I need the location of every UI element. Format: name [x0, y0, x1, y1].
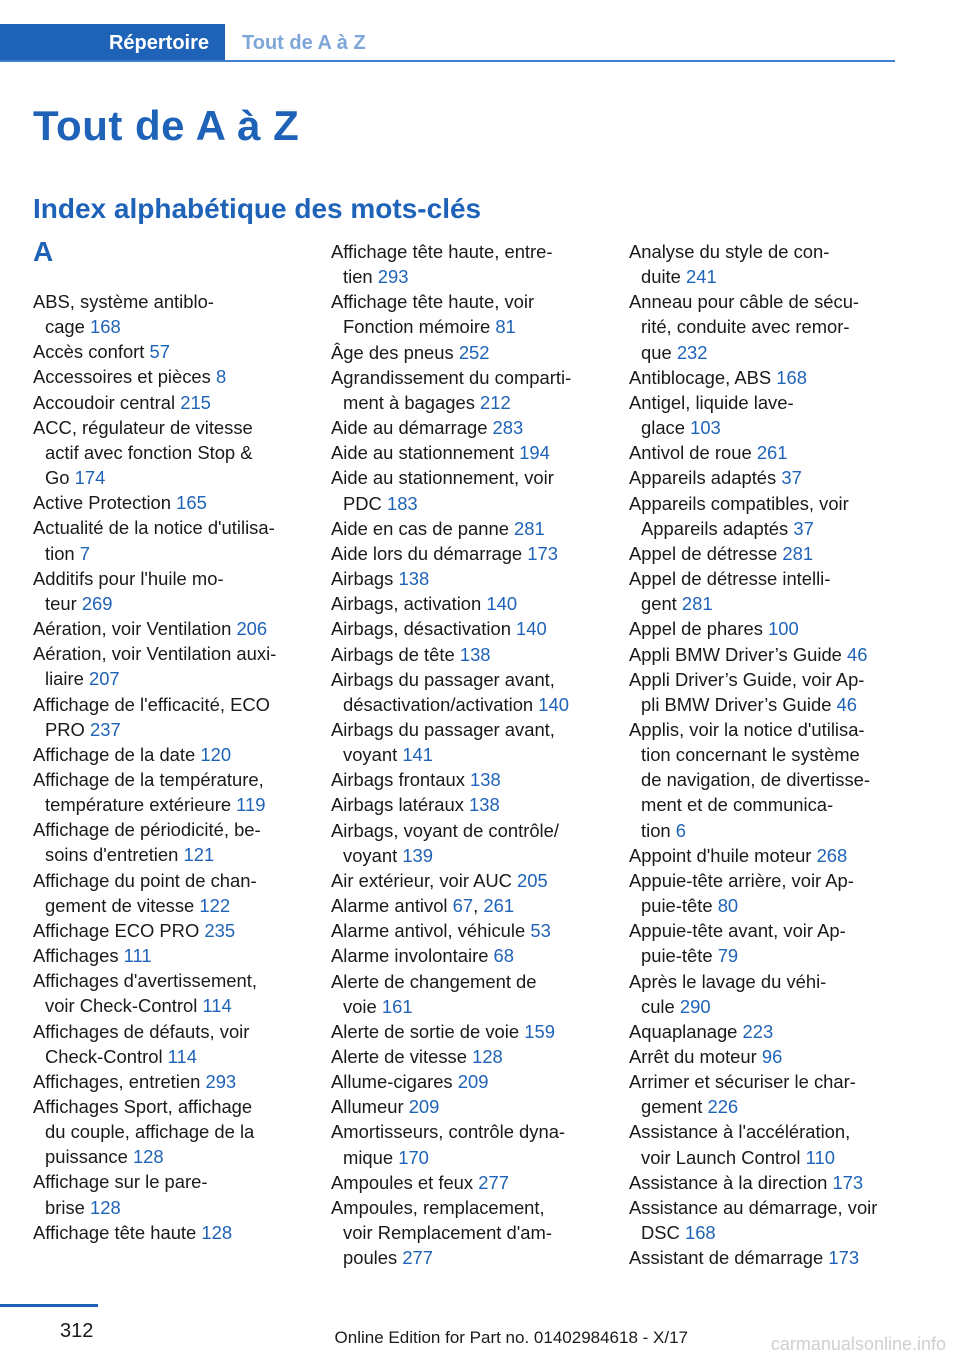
page-ref-link[interactable]: 212 — [480, 391, 511, 413]
index-entry — [33, 415, 301, 490]
entry-text: PRO — [45, 718, 85, 740]
index-column-1 — [33, 289, 301, 1245]
page-ref-link[interactable]: 67 — [452, 895, 474, 917]
entry-text: Aide au stationnement — [331, 442, 515, 464]
entry-text: Affichage tête haute, voir — [331, 291, 535, 313]
index-entry — [331, 767, 599, 792]
page-ref-link[interactable]: 161 — [381, 995, 413, 1017]
entry-text: Aquaplanage — [629, 1020, 738, 1042]
entry-text: Allumeur — [331, 1096, 404, 1118]
entry-text: désactivation/activation — [343, 693, 534, 715]
entry-text: ABS, système antiblo- — [33, 291, 214, 312]
entry-text: Airbags, voyant de contrôle/ — [331, 819, 559, 841]
entry-text: Alerte de changement de — [331, 970, 537, 992]
page-ref-link[interactable]: 281 — [782, 542, 814, 564]
page-ref-link[interactable]: 128 — [90, 1196, 121, 1218]
section-letter: A — [33, 236, 54, 267]
entry-text: tion — [641, 819, 671, 841]
tab-repertoire[interactable]: Répertoire — [0, 24, 225, 62]
entry-text: Aide en cas de panne — [331, 517, 509, 539]
page-ref-link[interactable]: 252 — [458, 341, 490, 363]
index-entry — [331, 943, 599, 968]
index-entry: Alarme antivol 67, 261 — [331, 895, 515, 917]
index-entry — [629, 843, 897, 868]
index-entry — [33, 817, 301, 867]
page-ref-link[interactable]: 205 — [517, 869, 548, 891]
entry-text: tion — [45, 542, 75, 564]
index-entry — [629, 868, 897, 918]
page-ref-link[interactable]: 120 — [200, 743, 232, 765]
entry-text: voyant — [343, 744, 398, 766]
page-ref-link[interactable]: 293 — [205, 1070, 237, 1092]
entry-text: poules — [343, 1247, 398, 1269]
entry-text: Fonction mémoire — [343, 316, 491, 338]
index-entry — [331, 591, 599, 616]
page-ref-link[interactable]: 293 — [377, 266, 409, 288]
index-entry — [33, 918, 301, 943]
entry-text: Affichage tête haute — [33, 1221, 197, 1243]
index-entry — [331, 616, 599, 641]
index-entry — [629, 1044, 897, 1069]
page-ref-link[interactable]: 183 — [386, 492, 418, 514]
index-entry — [33, 339, 301, 364]
index-entry — [629, 1019, 897, 1044]
entry-text: Actualité de la notice d'utilisa- — [33, 517, 275, 539]
index-entry — [33, 1169, 301, 1219]
page-ref-link[interactable]: 140 — [516, 618, 547, 640]
index-entry — [33, 566, 301, 616]
page-ref-link[interactable]: 141 — [402, 744, 433, 766]
page-ref-link[interactable]: 111 — [123, 945, 152, 967]
index-entry — [331, 1044, 599, 1069]
entry-text: pli BMW Driver’s Guide — [641, 693, 832, 715]
index-entry — [629, 491, 897, 541]
entry-text: Aide au stationnement, voir — [331, 467, 554, 489]
entry-text: Alarme antivol, véhicule — [331, 920, 526, 942]
entry-text: Applis, voir la notice d'utilisa- — [629, 718, 865, 740]
page-ref-link[interactable]: 57 — [149, 341, 171, 363]
index-column-3 — [629, 239, 897, 1270]
entry-text: mique — [343, 1146, 394, 1168]
entry-text: Affichage de l'efficacité, ECO — [33, 693, 270, 715]
index-entry — [331, 516, 599, 541]
index-entry — [331, 717, 599, 767]
page-ref-link[interactable]: 173 — [527, 542, 558, 564]
page-ref-link[interactable]: 100 — [768, 618, 799, 640]
index-entry — [331, 415, 599, 440]
entry-text: Appel de détresse — [629, 542, 778, 564]
page-ref-link[interactable]: 8 — [215, 366, 227, 388]
entry-text: Affichages d'avertissement, — [33, 970, 257, 992]
page-ref-link[interactable]: 281 — [681, 593, 713, 615]
entry-text: ment et de communica- — [641, 794, 834, 816]
page-ref-link[interactable]: 110 — [805, 1146, 835, 1168]
entry-text: Assistance au démarrage, voir — [629, 1196, 878, 1218]
page-ref-link[interactable]: 114 — [202, 995, 232, 1017]
entry-text: que — [641, 341, 672, 363]
page-ref-link[interactable]: 209 — [408, 1096, 440, 1118]
page-ref-link[interactable]: 96 — [761, 1046, 783, 1067]
page-ref-link[interactable]: 226 — [707, 1096, 739, 1118]
page-ref-link[interactable]: 268 — [816, 844, 848, 866]
index-entry — [33, 692, 301, 742]
index-entry — [629, 616, 897, 641]
index-entry — [33, 1220, 301, 1245]
index-entry — [331, 566, 599, 591]
index-entry — [629, 365, 897, 390]
page-ref-link[interactable]: 79 — [717, 945, 739, 967]
page-ref-link[interactable]: 128 — [472, 1046, 503, 1067]
index-entry — [33, 943, 301, 968]
entry-text: voie — [343, 995, 377, 1017]
page-subtitle: Index alphabétique des mots-clés — [33, 193, 482, 224]
page-number: 312 — [60, 1320, 94, 1342]
entry-text: Alerte de sortie de voie — [331, 1020, 520, 1042]
index-entry — [33, 289, 301, 339]
entry-text: Affichages, entretien — [33, 1070, 201, 1092]
entry-text: PDC — [343, 492, 382, 514]
entry-text: rité, conduite avec remor- — [641, 316, 850, 338]
index-entry — [629, 1245, 897, 1270]
entry-text: Antiblocage, ABS — [629, 366, 772, 388]
page-ref-link[interactable]: 232 — [676, 341, 708, 363]
entry-text: Appuie-tête arrière, voir Ap- — [629, 869, 854, 891]
page-ref-link[interactable]: 6 — [675, 819, 687, 841]
footer-divider — [0, 1304, 98, 1307]
index-entry — [629, 918, 897, 968]
index-entry — [629, 566, 897, 616]
tab-tout-de-a-a-z[interactable]: Tout de A à Z — [242, 31, 366, 54]
index-entry — [331, 818, 599, 868]
page-ref-link[interactable]: 140 — [538, 693, 569, 715]
entry-text: duite — [641, 266, 681, 288]
index-entry — [331, 289, 599, 339]
entry-text: Affichage de la température, — [33, 768, 264, 790]
entry-text: Aération, voir Ventilation auxi- — [33, 643, 277, 665]
page-ref-link[interactable]: 138 — [470, 769, 501, 791]
index-entry — [331, 365, 599, 415]
page-ref-link[interactable]: 207 — [88, 668, 120, 690]
index-entry — [33, 968, 301, 1018]
entry-text: soins d'entretien — [45, 844, 179, 866]
page-ref-link[interactable]: 173 — [832, 1171, 864, 1193]
index-entry — [331, 340, 599, 365]
entry-text: Assistance à la direction — [629, 1171, 828, 1193]
page-ref-link[interactable]: 281 — [514, 517, 545, 539]
index-entry — [331, 1170, 599, 1195]
page-ref-link[interactable]: 173 — [828, 1247, 860, 1269]
entry-text: Affichage ECO PRO — [33, 919, 200, 941]
page-ref-link[interactable]: 168 — [90, 316, 121, 338]
page-ref-link[interactable]: 128 — [132, 1146, 164, 1168]
page-ref-link[interactable]: 235 — [204, 919, 236, 941]
entry-text: glace — [641, 417, 685, 439]
index-entry — [33, 742, 301, 767]
page-ref-link[interactable]: 223 — [742, 1020, 774, 1042]
index-entry — [331, 465, 599, 515]
entry-text: voir Remplacement d'am- — [343, 1222, 552, 1244]
entry-text: Airbags de tête — [331, 643, 455, 665]
index-entry — [629, 289, 897, 364]
entry-text: Additifs pour l'huile mo- — [33, 567, 224, 589]
page-ref-link[interactable]: 138 — [398, 568, 430, 590]
entry-text: gent — [641, 593, 677, 615]
entry-text: Appli Driver’s Guide, voir Ap- — [629, 668, 865, 690]
entry-text: Appel de phares — [629, 618, 763, 640]
page-ref-link[interactable]: 290 — [679, 995, 711, 1017]
entry-text: Alerte de vitesse — [331, 1046, 467, 1067]
entry-text: Affichage de périodicité, be- — [33, 819, 261, 841]
entry-text: de navigation, de divertisse- — [641, 769, 870, 791]
page-ref-link[interactable]: 269 — [81, 592, 113, 614]
entry-text: température extérieure — [45, 794, 232, 816]
index-entry — [33, 767, 301, 817]
index-entry — [33, 616, 301, 641]
page-ref-link[interactable]: 80 — [717, 895, 739, 917]
page-ref-link[interactable]: 68 — [493, 945, 515, 967]
page-ref-link[interactable]: 46 — [836, 693, 858, 715]
entry-text: Assistant de démarrage — [629, 1247, 824, 1269]
entry-text: Allume-cigares — [331, 1071, 453, 1093]
entry-text: Assistance à l'accélération, — [629, 1121, 851, 1143]
entry-text: gement de vitesse — [45, 894, 195, 916]
index-entry — [33, 390, 301, 415]
entry-text: teur — [45, 592, 77, 614]
entry-text: Accès confort — [33, 341, 145, 363]
entry-text: Alarme antivol — [331, 895, 448, 917]
index-entry — [33, 515, 301, 565]
entry-text: ACC, régulateur de vitesse — [33, 416, 253, 438]
page-ref-link[interactable]: 261 — [756, 442, 788, 464]
index-entry — [629, 541, 897, 566]
entry-text: DSC — [641, 1222, 680, 1244]
entry-text: Aide lors du démarrage — [331, 542, 523, 564]
entry-text: Appuie-tête avant, voir Ap- — [629, 920, 846, 942]
page-ref-link[interactable]: 7 — [79, 542, 91, 564]
entry-text: puie-tête — [641, 895, 713, 917]
page-ref-link[interactable]: 277 — [402, 1247, 434, 1269]
page-ref-link[interactable]: 206 — [236, 618, 268, 640]
page-ref-link[interactable]: 128 — [201, 1221, 233, 1243]
index-entry — [331, 1094, 599, 1119]
index-entry — [331, 969, 599, 1019]
index-entry — [629, 717, 897, 843]
entry-text: tien — [343, 266, 373, 288]
entry-text: liaire — [45, 668, 84, 690]
page-ref-link[interactable]: 168 — [776, 366, 807, 388]
entry-text: Appareils adaptés — [641, 517, 789, 539]
entry-text: Airbags, activation — [331, 593, 482, 615]
entry-text: puie-tête — [641, 945, 713, 967]
index-entry — [331, 541, 599, 566]
entry-text: Arrimer et sécuriser le char- — [629, 1071, 856, 1093]
index-entry — [33, 1094, 301, 1169]
entry-text: voir Launch Control — [641, 1146, 801, 1168]
page-ref-link[interactable]: 46 — [847, 643, 868, 665]
entry-text: Appli BMW Driver’s Guide — [629, 643, 842, 665]
index-entry — [331, 792, 599, 817]
entry-text: Affichage sur le pare- — [33, 1171, 208, 1193]
index-entry — [331, 667, 599, 717]
index-entry — [629, 1119, 897, 1169]
entry-text: Affichage du point de chan- — [33, 869, 257, 891]
page-ref-link[interactable]: 122 — [199, 894, 231, 916]
index-entry — [33, 1069, 301, 1094]
entry-text: Airbags frontaux — [331, 769, 465, 791]
entry-text: Antigel, liquide lave- — [629, 391, 794, 413]
entry-text: voir Check-Control — [45, 995, 198, 1017]
entry-text: gement — [641, 1096, 703, 1118]
page-ref-link[interactable]: 168 — [684, 1222, 716, 1244]
entry-text: Appel de détresse intelli- — [629, 568, 831, 590]
entry-text: brise — [45, 1196, 85, 1218]
entry-text: Active Protection — [33, 492, 171, 514]
entry-text: Airbags du passager avant, — [331, 718, 555, 740]
entry-text: Alarme involontaire — [331, 945, 489, 967]
entry-text: Appareils adaptés — [629, 467, 777, 489]
page-ref-link[interactable]: 119 — [236, 794, 266, 816]
index-entry — [629, 390, 897, 440]
index-entry — [33, 490, 301, 515]
page-ref-link[interactable]: 37 — [781, 467, 802, 489]
entry-text: cage — [45, 316, 85, 338]
header-bar — [0, 24, 895, 62]
entry-text: Affichages Sport, affichage — [33, 1096, 253, 1117]
page-ref-link[interactable]: 140 — [486, 593, 518, 615]
page-ref-link[interactable]: 81 — [495, 316, 516, 338]
entry-text: puissance — [45, 1146, 128, 1168]
page-ref-link[interactable]: 165 — [176, 492, 207, 514]
entry-text: Analyse du style de con- — [629, 241, 830, 262]
entry-text: Arrêt du moteur — [629, 1046, 757, 1067]
index-entry — [331, 1119, 599, 1169]
page-ref-link[interactable]: 194 — [519, 442, 550, 464]
page-ref-link[interactable]: 174 — [74, 467, 106, 489]
index-entry — [629, 667, 897, 717]
entry-text: Affichage tête haute, entre- — [331, 241, 553, 262]
index-entry — [331, 440, 599, 465]
entry-text: Antivol de roue — [629, 442, 752, 464]
index-entry — [33, 364, 301, 389]
entry-text: Airbags latéraux — [331, 794, 464, 816]
index-entry — [331, 1019, 599, 1044]
index-entry — [629, 440, 897, 465]
entry-text: Air extérieur, voir AUC — [331, 869, 512, 891]
entry-text: Affichage de la date — [33, 743, 196, 765]
page-ref-link[interactable]: 170 — [398, 1146, 429, 1168]
header-divider — [0, 60, 895, 62]
index-entry — [629, 1069, 897, 1119]
entry-text: Âge des pneus — [331, 341, 454, 363]
page-ref-link[interactable]: 53 — [530, 920, 551, 942]
page-ref-link[interactable]: 37 — [793, 517, 814, 539]
index-entry — [331, 239, 599, 289]
entry-text: Airbags, désactivation — [331, 618, 511, 640]
index-entry — [629, 239, 897, 289]
entry-text: Accoudoir central — [33, 391, 176, 413]
watermark: carmanualsonline.info — [770, 1334, 946, 1354]
entry-text: Anneau pour câble de sécu- — [629, 291, 860, 313]
index-entry — [331, 1069, 599, 1094]
entry-text: voyant — [343, 844, 398, 866]
page-ref-link[interactable]: 138 — [459, 643, 491, 665]
page-ref-link[interactable]: 121 — [183, 844, 215, 866]
index-entry — [33, 641, 301, 691]
page-ref-link[interactable]: 139 — [402, 844, 433, 866]
index-entry — [331, 918, 599, 943]
entry-text: ment à bagages — [343, 391, 475, 413]
entry-text: actif avec fonction Stop & — [45, 441, 253, 463]
page-ref-link[interactable]: 209 — [457, 1071, 489, 1093]
index-entry — [33, 1019, 301, 1069]
edition-note: Online Edition for Part no. 01402984618 - X/17 — [334, 1328, 688, 1347]
entry-text: Airbags — [331, 568, 394, 590]
index-column-2 — [331, 239, 599, 1270]
page-ref-link[interactable]: 241 — [686, 266, 717, 288]
page-ref-link[interactable]: 114 — [167, 1045, 197, 1067]
entry-text: Après le lavage du véhi- — [629, 970, 827, 992]
entry-text: Appareils compatibles, voir — [629, 492, 849, 514]
index-entry — [629, 642, 897, 667]
page-ref-link[interactable]: 215 — [180, 391, 211, 413]
entry-text: Affichages — [33, 945, 119, 967]
page-ref-link[interactable]: 138 — [469, 794, 500, 816]
entry-text: Check-Control — [45, 1045, 163, 1067]
entry-text: Appoint d'huile moteur — [629, 844, 812, 866]
index-entry — [331, 1195, 599, 1270]
index-entry — [331, 642, 599, 667]
page-ref-link[interactable]: 103 — [690, 417, 721, 439]
entry-text: cule — [641, 995, 675, 1017]
index-entry — [629, 969, 897, 1019]
page-ref-link[interactable]: 277 — [478, 1171, 509, 1193]
entry-text: tion concernant le système — [641, 744, 860, 766]
entry-text: Ampoules et feux — [331, 1171, 474, 1193]
page-title: Tout de A à Z — [33, 102, 300, 149]
entry-text: Airbags du passager avant, — [331, 668, 555, 690]
page-ref-link[interactable]: 159 — [524, 1020, 555, 1042]
entry-text: Aide au démarrage — [331, 417, 488, 439]
page-ref-link[interactable]: 261 — [483, 895, 515, 917]
entry-text: Aération, voir Ventilation — [33, 618, 232, 640]
page-ref-link[interactable]: 237 — [89, 718, 121, 740]
entry-text: Agrandissement du comparti- — [331, 366, 572, 388]
index-entry — [33, 868, 301, 918]
page-ref-link[interactable]: 283 — [492, 417, 524, 439]
entry-text: Affichages de défauts, voir — [33, 1020, 250, 1042]
entry-text: du couple, affichage de la — [45, 1121, 255, 1143]
entry-text: Accessoires et pièces — [33, 366, 211, 388]
index-entry — [331, 868, 599, 893]
index-entry — [629, 1170, 897, 1195]
entry-text: Amortisseurs, contrôle dyna- — [331, 1121, 566, 1143]
entry-text: Ampoules, remplacement, — [331, 1196, 545, 1218]
index-entry — [629, 1195, 897, 1245]
index-entry — [629, 465, 897, 490]
entry-text: Go — [45, 467, 70, 489]
